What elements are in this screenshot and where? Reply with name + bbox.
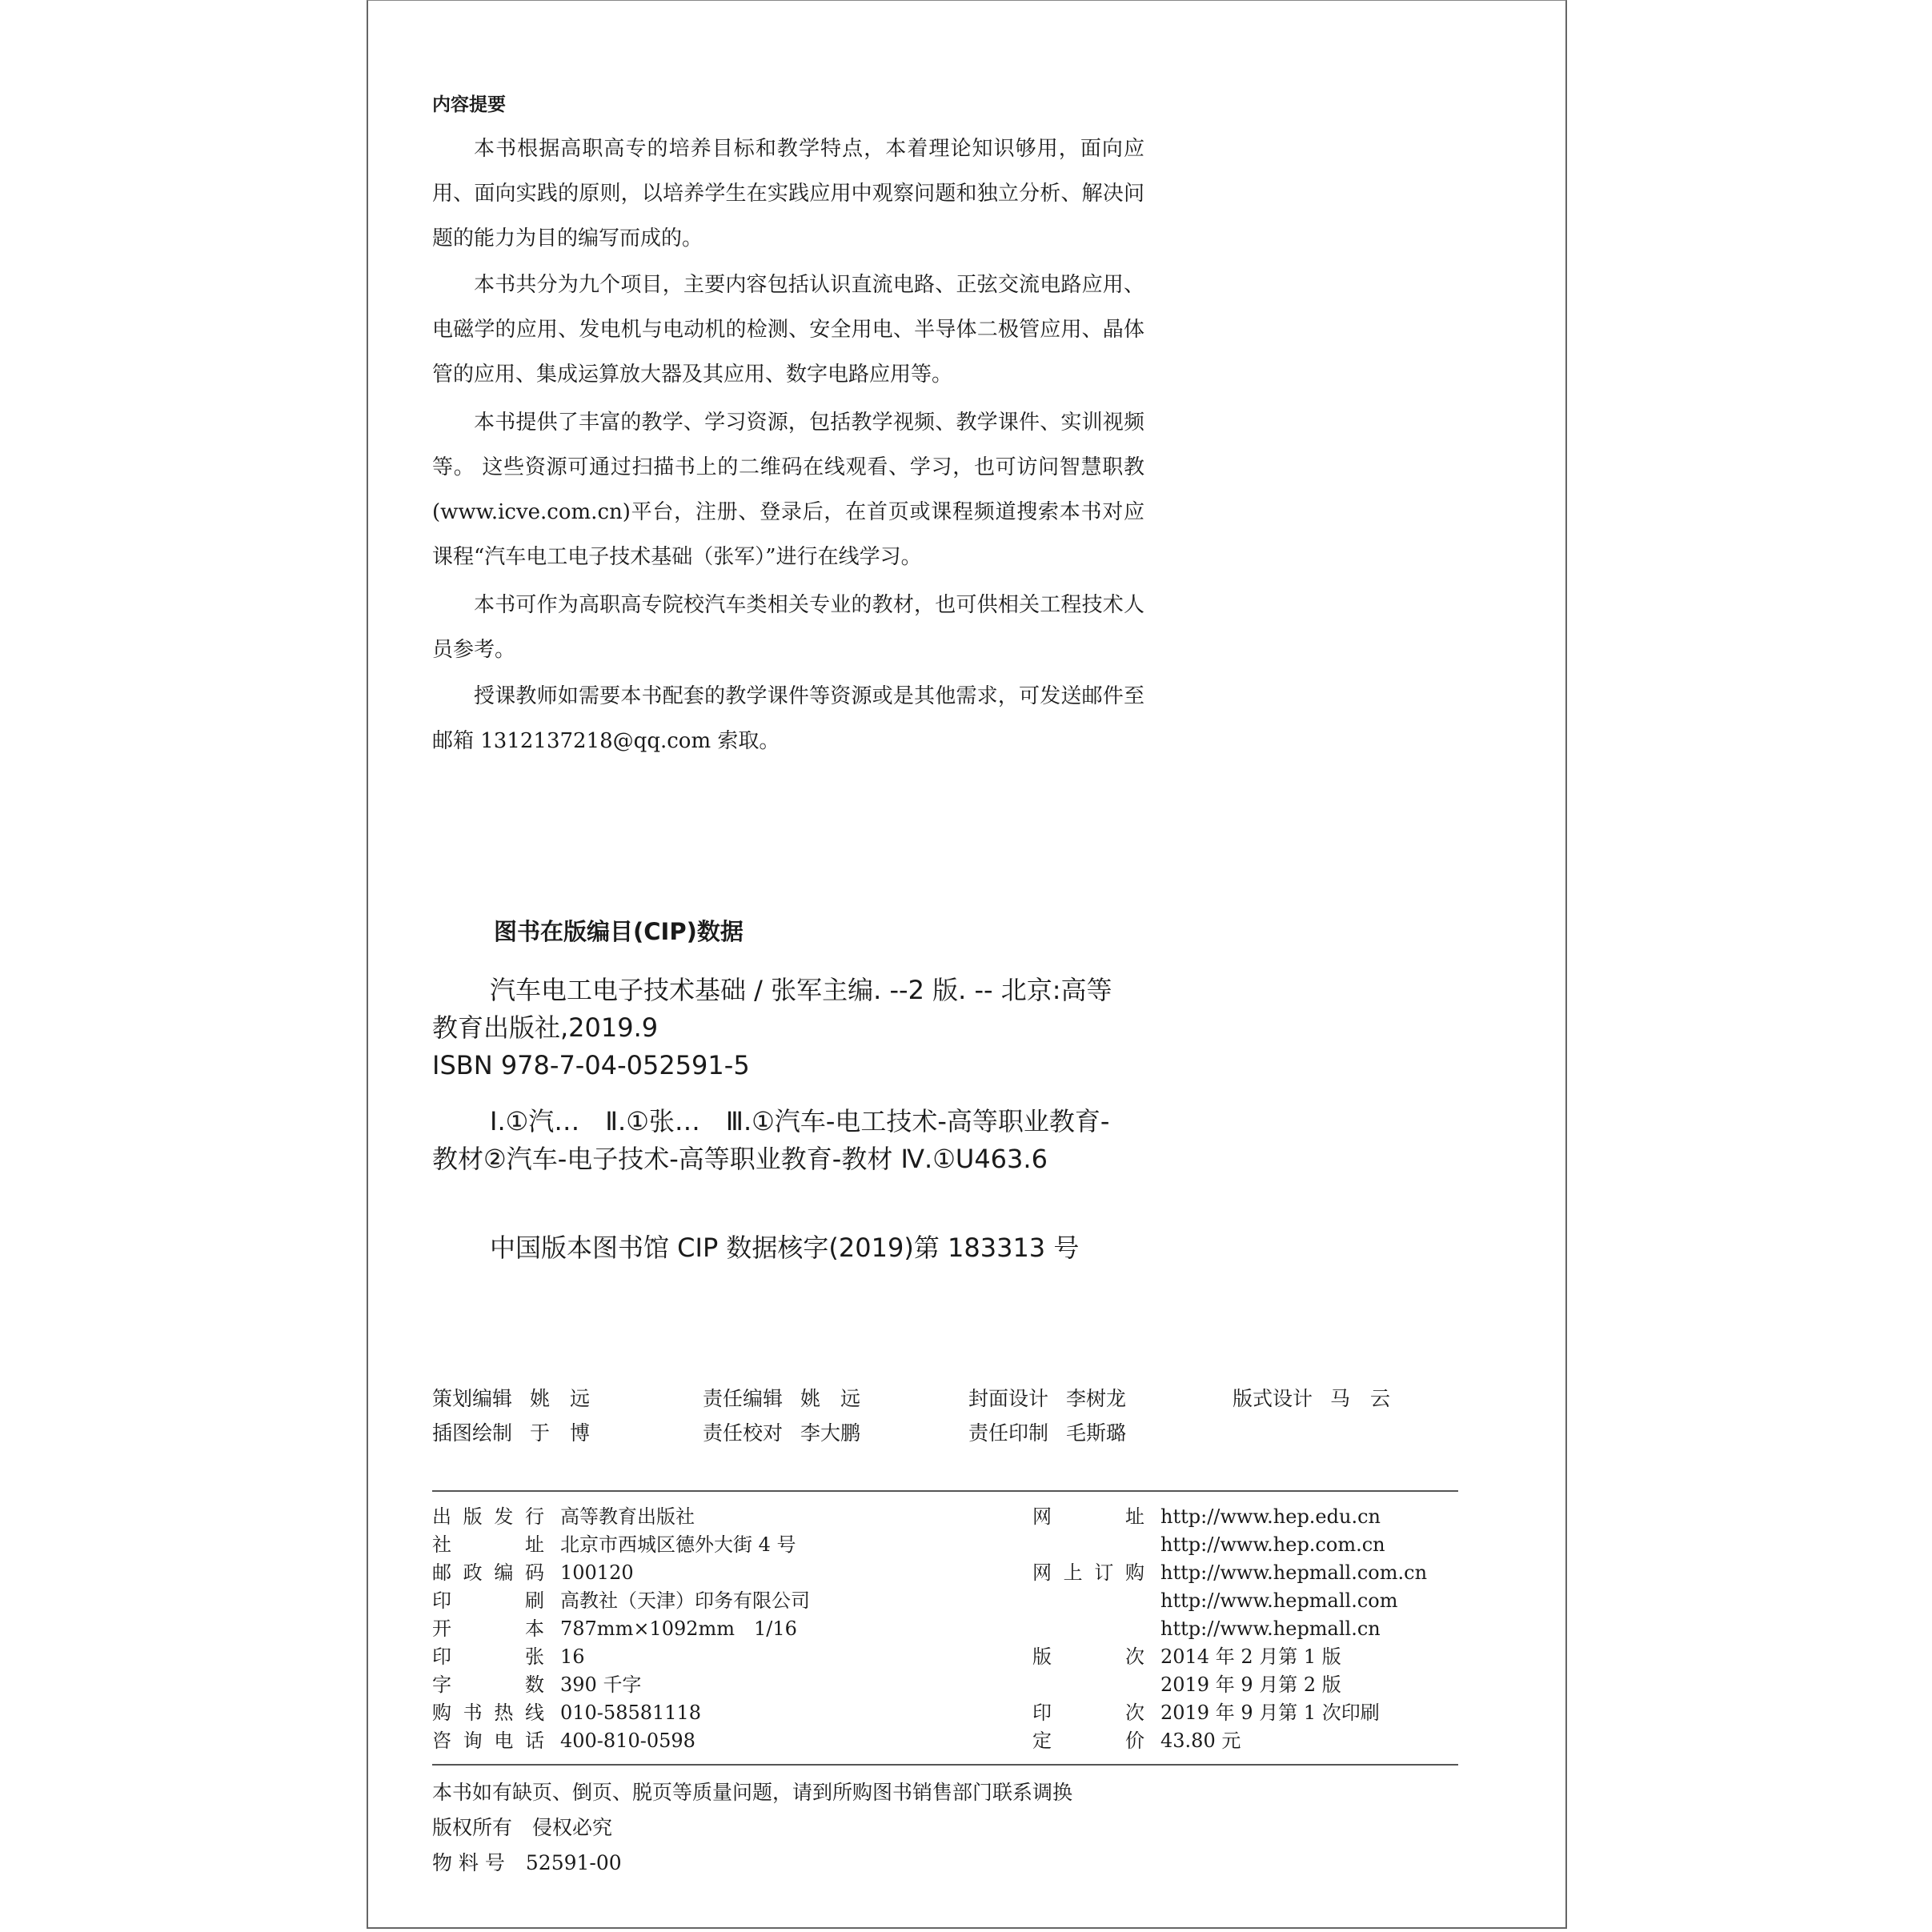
pub-label: 出版发行 [432, 1505, 544, 1528]
credit-value: 于 博 [530, 1421, 591, 1445]
summary-paragraph: 本书根据高职高专的培养目标和教学特点，本着理论知识够用，面向应用、面向实践的原则，以培养学生在实践应用中观察问题和独立分析、解决问题的能力为目的编写而成的。 [432, 137, 1144, 251]
credit-item [703, 1383, 860, 1412]
pub-label: 印张 [432, 1645, 544, 1668]
pub-row [1032, 1531, 1385, 1558]
summary-title: 内容提要 [432, 94, 506, 115]
pub-value: 2014 年 2 月第 1 版 [1160, 1645, 1341, 1668]
credit-value: 李树龙 [1066, 1387, 1127, 1410]
pub-row [1032, 1587, 1398, 1614]
material-value: 52591-00 [525, 1851, 622, 1874]
credit-value: 李大鹏 [800, 1421, 861, 1445]
pub-value: http://www.hepmall.com [1160, 1589, 1398, 1612]
divider [432, 1764, 1458, 1766]
pub-value: http://www.hepmall.cn [1160, 1617, 1381, 1640]
credit-value: 毛斯璐 [1066, 1421, 1127, 1445]
credit-label: 封面设计 [968, 1387, 1049, 1410]
cip-heading: 图书在版编目(CIP)数据 [494, 918, 744, 945]
pub-value: 100120 [560, 1561, 634, 1584]
summary-paragraph: 本书共分为九个项目，主要内容包括认识直流电路、正弦交流电路应用、电磁学的应用、发电机与电动机的检测、安全用电、半导体二极管应用、晶体管的应用、集成运算放大器及其应用、数字电路应用等。 [432, 273, 1144, 387]
divider [432, 1490, 1458, 1492]
pub-value: 16 [560, 1645, 585, 1668]
pub-label: 开本 [432, 1617, 544, 1640]
pub-value: 010-58581118 [560, 1702, 702, 1724]
credit-item [432, 1383, 590, 1412]
pub-row [1032, 1559, 1427, 1586]
pub-label: 版次 [1032, 1645, 1144, 1668]
credit-item [432, 1417, 590, 1446]
pub-row [432, 1503, 695, 1530]
pub-label: 咨询电话 [432, 1730, 544, 1752]
quality-notice: 本书如有缺页、倒页、脱页等质量问题，请到所购图书销售部门联系调换 [432, 1781, 1073, 1804]
pub-value: http://www.hep.edu.cn [1160, 1505, 1381, 1528]
pub-value: 高等教育出版社 [560, 1505, 695, 1528]
material-number [432, 1847, 622, 1876]
copyright-notice: 版权所有 侵权必究 [432, 1816, 613, 1839]
cip-record: 中国版本图书馆 CIP 数据核字(2019)第 183313 号 [490, 1233, 1080, 1263]
pub-value: 43.80 元 [1160, 1730, 1241, 1752]
credit-label: 策划编辑 [432, 1387, 513, 1410]
credit-label: 插图绘制 [432, 1421, 513, 1445]
cip-classification: Ⅰ.①汽… Ⅱ.①张… Ⅲ.①汽车-电工技术-高等职业教育-教材②汽车-电子技术-高等职业教育-教材 Ⅳ.①U463.6 [432, 1106, 1110, 1174]
material-label: 物 料 号 [432, 1851, 505, 1874]
pub-row [432, 1531, 796, 1558]
pub-row [432, 1615, 797, 1642]
pub-value: http://www.hep.com.cn [1160, 1533, 1385, 1556]
credit-value: 姚 远 [530, 1387, 591, 1410]
pub-label: 印刷 [432, 1589, 544, 1612]
credit-label: 责任编辑 [703, 1387, 784, 1410]
pub-value: 390 千字 [560, 1673, 642, 1696]
summary-paragraph: 授课教师如需要本书配套的教学课件等资源或是其他需求，可发送邮件至邮箱 1312137218@qq.com 索取。 [432, 684, 1144, 753]
pub-row [432, 1699, 701, 1726]
pub-row [432, 1559, 634, 1586]
pub-value: 高教社（天津）印务有限公司 [560, 1589, 810, 1612]
pub-label: 社址 [432, 1533, 544, 1556]
pub-row [1032, 1727, 1241, 1754]
pub-value: http://www.hepmall.com.cn [1160, 1561, 1428, 1584]
cip-entry: 汽车电工电子技术基础 / 张军主编. --2 版. -- 北京:高等教育出版社,2019.9 ISBN 978-7-04-052591-5 [432, 975, 1112, 1080]
credit-item [968, 1417, 1126, 1446]
pub-row [432, 1643, 585, 1670]
pub-label: 邮政编码 [432, 1561, 544, 1584]
pub-value: 400-810-0598 [560, 1730, 695, 1752]
pub-value: 787mm×1092mm 1/16 [560, 1617, 797, 1640]
pub-label: 网址 [1032, 1505, 1144, 1528]
summary-paragraph: 本书可作为高职高专院校汽车类相关专业的教材，也可供相关工程技术人员参考。 [432, 593, 1144, 662]
credit-value: 姚 远 [800, 1387, 861, 1410]
pub-label: 印次 [1032, 1702, 1144, 1724]
pub-value: 2019 年 9 月第 1 次印刷 [1160, 1702, 1380, 1724]
pub-row [1032, 1643, 1341, 1670]
pub-label: 购书热线 [432, 1702, 544, 1724]
pub-row [432, 1587, 810, 1614]
credit-value: 马 云 [1330, 1387, 1391, 1410]
summary-paragraph: 本书提供了丰富的教学、学习资源，包括教学视频、教学课件、实训视频等。 这些资源可通过扫描书上的二维码在线观看、学习，也可访问智慧职教(www.icve.com.cn)平台，注册、登录后，在首页或课程频道搜索本书对应课程“汽车电工电子技术基础（张军）”进行在线学习。 [432, 411, 1144, 569]
pub-label: 网上订购 [1032, 1561, 1144, 1584]
pub-row [1032, 1699, 1380, 1726]
pub-label: 定价 [1032, 1730, 1144, 1752]
pub-row [432, 1727, 695, 1754]
pub-row [432, 1671, 641, 1698]
credit-label: 版式设计 [1233, 1387, 1313, 1410]
pub-value: 2019 年 9 月第 2 版 [1160, 1673, 1341, 1696]
pub-value: 北京市西城区德外大街 4 号 [560, 1533, 796, 1556]
pub-label: 字数 [432, 1673, 544, 1696]
credit-label: 责任校对 [703, 1421, 784, 1445]
pub-row [1032, 1615, 1381, 1642]
credit-label: 责任印制 [968, 1421, 1049, 1445]
pub-row [1032, 1671, 1341, 1698]
credit-item [1233, 1383, 1390, 1412]
credit-item [703, 1417, 860, 1446]
credit-item [968, 1383, 1126, 1412]
pub-row [1032, 1503, 1381, 1530]
